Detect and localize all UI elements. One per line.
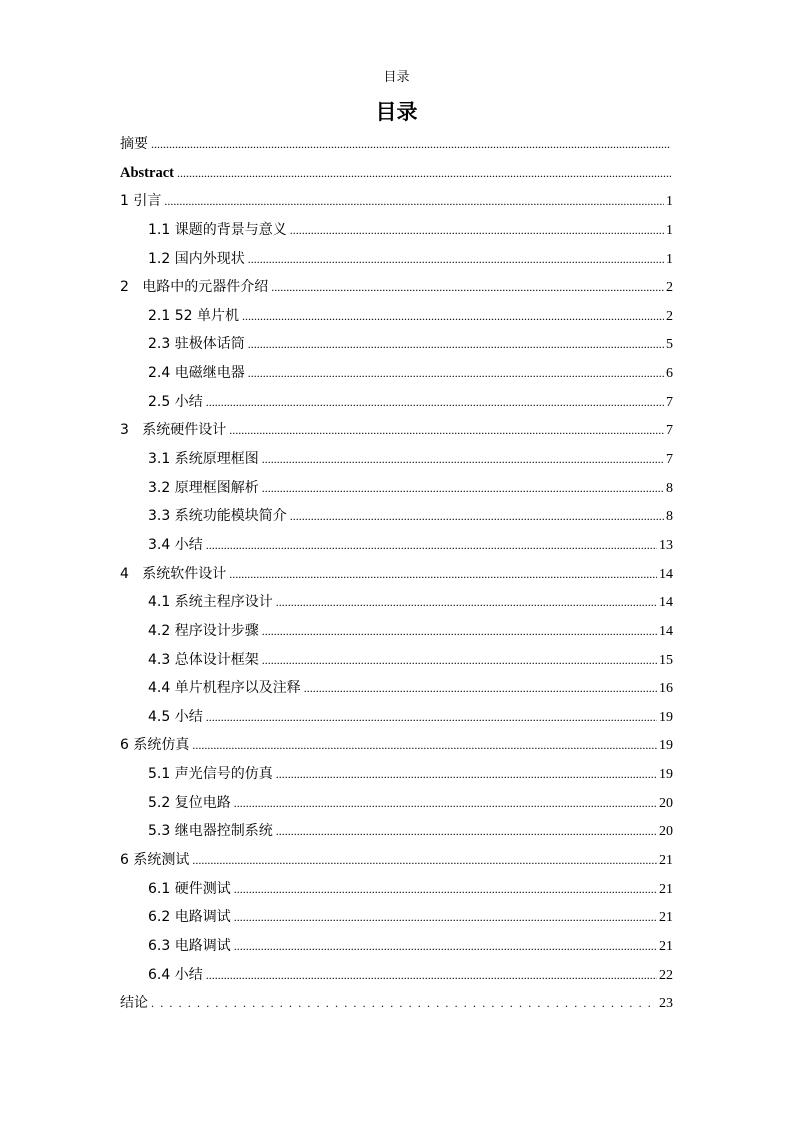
toc-entry-number: 4.1 (148, 594, 175, 611)
toc-entry-number: 3.3 (148, 508, 175, 525)
toc-entry-label: Abstract (120, 164, 174, 181)
toc-entry[interactable] (120, 989, 673, 1018)
toc-entry-page-number: 5 (666, 337, 673, 353)
dot-leader (151, 130, 671, 159)
toc-entry[interactable] (120, 187, 673, 216)
toc-entry-number: 5.1 (148, 766, 175, 783)
dot-leader (206, 703, 657, 732)
toc-entry-page-number: 20 (659, 824, 673, 840)
toc-entry[interactable] (120, 646, 673, 675)
toc-entry[interactable] (120, 961, 673, 990)
toc-entry-number: 4.4 (148, 680, 175, 697)
toc-entry-label: 声光信号的仿真 (174, 766, 273, 783)
toc-entry-label: 继电器控制系统 (174, 823, 273, 840)
toc-entry-page-number: 14 (659, 566, 673, 582)
toc-entry-label: 系统软件设计 (142, 565, 227, 582)
running-header: 目录 (383, 70, 410, 85)
toc-entry[interactable] (120, 245, 673, 274)
toc-entry-page-number: 6 (666, 366, 673, 382)
dot-leader (262, 474, 664, 503)
toc-entry[interactable] (120, 502, 673, 531)
dot-leader (229, 416, 664, 445)
toc-entry-number: 2.4 (148, 365, 175, 382)
toc-entry-page-number: 16 (659, 681, 673, 697)
toc-entry-label: 电磁继电器 (174, 365, 245, 382)
dot-leader (234, 875, 657, 904)
toc-entry-number: 6.3 (148, 937, 175, 954)
toc-entry-number: 6.4 (148, 966, 175, 983)
toc-entry-label: 系统功能模块简介 (174, 508, 287, 525)
dot-leader (290, 216, 664, 245)
toc-entry-page-number: 21 (659, 881, 673, 897)
toc-entry-page-number: 1 (666, 194, 673, 210)
dot-leader (248, 330, 664, 359)
toc-entry-number: 5.2 (148, 794, 175, 811)
toc-entry[interactable] (120, 330, 673, 359)
toc-entry[interactable] (120, 388, 673, 417)
toc-entry[interactable] (120, 216, 673, 245)
toc-entry-number: 3.2 (148, 479, 175, 496)
toc-entry-page-number: 19 (659, 709, 673, 725)
toc-entry[interactable] (120, 531, 673, 560)
toc-entry[interactable] (120, 273, 673, 302)
toc-entry-number: 1.1 (148, 221, 175, 238)
toc-entry-number: 3 (120, 422, 143, 439)
dot-leader (164, 187, 664, 216)
toc-entry-number: 6.1 (148, 880, 175, 897)
toc-entry-number: 2.1 (148, 307, 175, 324)
toc-entry-label: 程序设计步骤 (174, 622, 259, 639)
toc-entry[interactable] (120, 903, 673, 932)
toc-entry-label: 系统仿真 (133, 737, 190, 754)
toc-entry-label: 小结 (174, 393, 203, 410)
toc-entry-number: 6.2 (148, 909, 175, 926)
toc-entry[interactable] (120, 302, 673, 331)
toc-entry[interactable] (120, 130, 673, 159)
toc-entry[interactable] (120, 789, 673, 818)
toc-entry[interactable] (120, 817, 673, 846)
toc-entry-label: 原理框图解析 (174, 479, 259, 496)
page-title: 目录 (375, 100, 418, 124)
dot-leader (262, 646, 657, 675)
toc-entry-label: 驻极体话筒 (174, 336, 245, 353)
toc-entry-number: 3.1 (148, 451, 175, 468)
table-of-contents (120, 130, 673, 1018)
toc-entry-label: 52 单片机 (174, 307, 239, 324)
toc-entry-label: 硬件测试 (174, 880, 231, 897)
dot-leader (248, 245, 664, 274)
dot-leader (177, 159, 671, 188)
toc-entry-page-number: 21 (659, 853, 673, 869)
toc-entry[interactable] (120, 674, 673, 703)
toc-entry[interactable] (120, 359, 673, 388)
toc-entry-number: 4.5 (148, 708, 175, 725)
toc-entry[interactable] (120, 760, 673, 789)
dot-leader (242, 302, 664, 331)
dot-leader (234, 903, 657, 932)
dot-leader (229, 560, 657, 589)
toc-entry-number: 4.2 (148, 622, 175, 639)
toc-entry[interactable] (120, 474, 673, 503)
toc-entry-label: 复位电路 (174, 794, 231, 811)
toc-entry-page-number: 13 (659, 537, 673, 553)
toc-entry-label: 引言 (133, 193, 162, 210)
toc-entry-page-number: 7 (666, 394, 673, 410)
toc-entry-page-number: 19 (659, 767, 673, 783)
toc-entry-label: 系统原理框图 (174, 451, 259, 468)
toc-entry-label: 电路调试 (174, 937, 231, 954)
dot-leader (192, 846, 657, 875)
toc-entry-number: 2.5 (148, 393, 175, 410)
toc-entry[interactable] (120, 932, 673, 961)
dot-leader (206, 388, 664, 417)
toc-entry-page-number: 7 (666, 423, 673, 439)
toc-entry-page-number: 21 (659, 938, 673, 954)
toc-entry-label: 系统主程序设计 (174, 594, 273, 611)
toc-entry-page-number: 21 (659, 910, 673, 926)
toc-entry[interactable] (120, 416, 673, 445)
dot-leader (271, 273, 664, 302)
toc-entry-number: 2 (120, 279, 143, 296)
dot-leader (262, 617, 657, 646)
dot-leader (234, 932, 657, 961)
dot-leader (276, 760, 657, 789)
toc-entry-number: 5.3 (148, 823, 175, 840)
toc-entry-label: 单片机程序以及注释 (174, 680, 301, 697)
toc-entry-number: 1.2 (148, 250, 175, 267)
dot-leader (206, 531, 657, 560)
toc-entry[interactable] (120, 846, 673, 875)
dot-leader (234, 789, 657, 818)
toc-entry-page-number: 14 (659, 623, 673, 639)
dot-leader (290, 502, 664, 531)
toc-entry-label: 小结 (174, 708, 203, 725)
toc-entry-page-number: 1 (666, 251, 673, 267)
toc-entry-label: 摘要 (120, 136, 148, 152)
toc-entry-page-number: 14 (659, 595, 673, 611)
toc-entry-page-number: 22 (659, 967, 673, 983)
toc-entry-label: 国内外现状 (174, 250, 245, 267)
dot-leader (248, 359, 664, 388)
toc-entry[interactable] (120, 875, 673, 904)
dot-leader (262, 445, 664, 474)
toc-entry-label: 系统硬件设计 (142, 422, 227, 439)
toc-entry-label: 总体设计框架 (174, 651, 259, 668)
toc-entry-page-number: 20 (659, 795, 673, 811)
toc-entry-label: 电路中的元器件介绍 (142, 279, 269, 296)
toc-entry-number: 2.3 (148, 336, 175, 353)
toc-entry-number: 4.3 (148, 651, 175, 668)
toc-entry[interactable] (120, 159, 673, 188)
toc-entry-page-number: 15 (659, 652, 673, 668)
toc-entry-label: 电路调试 (174, 909, 231, 926)
toc-entry-number: 6 (120, 737, 134, 754)
toc-entry[interactable] (120, 445, 673, 474)
toc-entry-label: 小结 (174, 536, 203, 553)
toc-entry-number: 1 (120, 193, 134, 210)
dot-leader (206, 961, 657, 990)
toc-entry-label: 课题的背景与意义 (174, 221, 287, 238)
toc-entry-label: 系统测试 (133, 852, 190, 869)
toc-entry-number: 4 (120, 565, 143, 582)
dot-leader (276, 588, 657, 617)
dot-leader (276, 817, 657, 846)
toc-entry[interactable] (120, 731, 673, 760)
toc-entry-page-number: 23 (659, 996, 673, 1012)
dot-leader (304, 674, 657, 703)
toc-entry-page-number: 2 (666, 308, 673, 324)
toc-entry-page-number: 8 (666, 509, 673, 525)
toc-entry[interactable] (120, 703, 673, 732)
toc-entry-page-number: 8 (666, 480, 673, 496)
toc-entry-label: 结论 (120, 995, 148, 1012)
toc-entry-page-number: 1 (666, 222, 673, 238)
toc-entry[interactable] (120, 560, 673, 589)
dot-leader (151, 989, 657, 1018)
toc-entry-page-number: 2 (666, 280, 673, 296)
toc-entry[interactable] (120, 588, 673, 617)
toc-entry-page-number: 19 (659, 738, 673, 754)
toc-entry-number: 6 (120, 852, 134, 869)
toc-entry[interactable] (120, 617, 673, 646)
dot-leader (192, 731, 657, 760)
toc-entry-label: 小结 (174, 966, 203, 983)
toc-entry-number: 3.4 (148, 536, 175, 553)
toc-entry-page-number: 7 (666, 452, 673, 468)
